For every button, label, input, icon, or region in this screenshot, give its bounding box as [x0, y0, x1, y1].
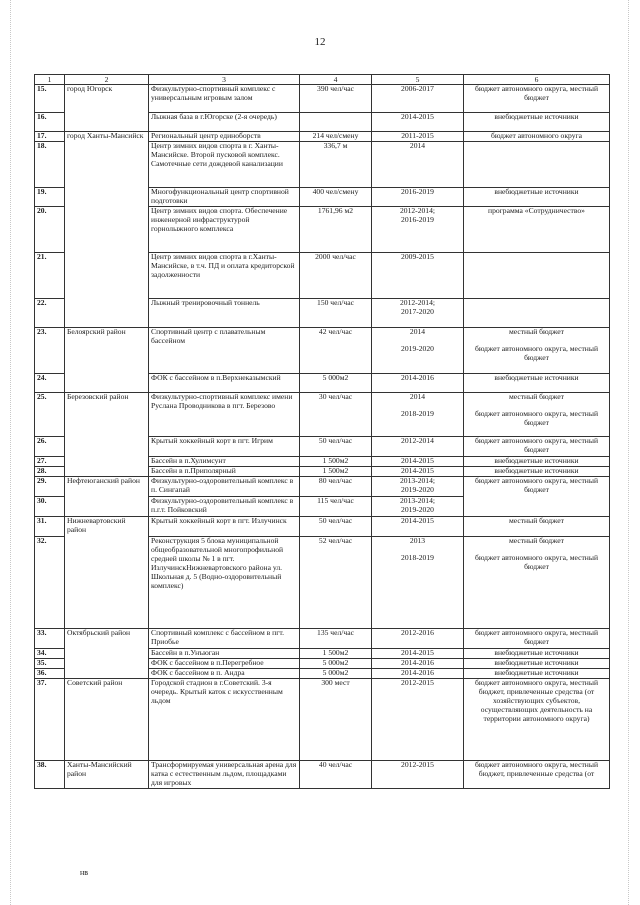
- table-row: [35, 328, 610, 374]
- municipality-cell: Советский район: [65, 679, 149, 761]
- facilities-table: [34, 74, 610, 789]
- capacity-cell: 390 чел/час: [300, 85, 372, 113]
- period-cell: 2014-2015: [372, 517, 464, 537]
- row-number: 21.: [35, 253, 65, 299]
- header-row: [35, 75, 610, 85]
- period-cell: 2013 2018-2019: [372, 537, 464, 629]
- municipality-cell: Октябрьский район: [65, 629, 149, 679]
- capacity-cell: 115 чел/час: [300, 497, 372, 517]
- period-cell: 2014-2015: [372, 113, 464, 132]
- period-cell: 2014-2015: [372, 649, 464, 659]
- capacity-cell: 52 чел/час: [300, 537, 372, 629]
- source-cell: внебюджетные источники: [464, 113, 610, 132]
- capacity-cell: 80 чел/час: [300, 477, 372, 497]
- capacity-cell: 135 чел/час: [300, 629, 372, 649]
- table-row: [35, 393, 610, 437]
- table-row: [35, 629, 610, 649]
- source-cell: местный бюджет: [464, 517, 610, 537]
- object-cell: ФОК с бассейном в п. Андра: [149, 669, 300, 679]
- table-row: [35, 132, 610, 142]
- source-cell: [464, 253, 610, 299]
- period-cell: 2012-2015: [372, 679, 464, 761]
- capacity-cell: 1761,96 м2: [300, 207, 372, 253]
- period-cell: 2013-2014; 2019-2020: [372, 477, 464, 497]
- object-cell: Трансформируемая универсальная арена для катка с естественным льдом, площадками для игровых: [149, 761, 300, 789]
- page-number: 12: [314, 36, 326, 48]
- row-number: 27.: [35, 457, 65, 467]
- capacity-cell: 40 чел/час: [300, 761, 372, 789]
- source-cell: бюджет автономного округа, местный бюджет, привлеченные средства (от: [464, 761, 610, 789]
- row-number: 35.: [35, 659, 65, 669]
- municipality-cell: город Ханты-Мансийск: [65, 132, 149, 328]
- object-cell: Центр зимних видов спорта в г. Ханты-Мансийске. Второй пусковой комплекс. Самотечные сети дождевой канализации: [149, 142, 300, 188]
- object-cell: Спортивный комплекс с бассейном в пгт. Приобье: [149, 629, 300, 649]
- object-cell: Центр зимних видов спорта. Обеспечение инженерной инфраструктурой горнолыжного комплекса: [149, 207, 300, 253]
- col-header-4: 4: [300, 75, 372, 85]
- table-row: [35, 761, 610, 789]
- object-cell: Физкультурно-оздоровительный комплекс в п.г.т. Пойковский: [149, 497, 300, 517]
- object-cell: Спортивный центр с плавательным бассейном: [149, 328, 300, 374]
- row-number: 22.: [35, 299, 65, 328]
- object-cell: Физкультурно-спортивный комплекс имени Руслана Проводникова в пгт. Березово: [149, 393, 300, 437]
- table-row: [35, 517, 610, 537]
- capacity-cell: 1 500м2: [300, 467, 372, 477]
- source-cell: [464, 142, 610, 188]
- object-cell: Физкультурно-оздоровительный комплекс в п. Сингапай: [149, 477, 300, 497]
- period-cell: 2009-2015: [372, 253, 464, 299]
- period-cell: 2012-2016: [372, 629, 464, 649]
- row-number: 25.: [35, 393, 65, 437]
- table-row: [35, 477, 610, 497]
- capacity-cell: 300 мест: [300, 679, 372, 761]
- period-cell: 2014: [372, 142, 464, 188]
- period-cell: 2016-2019: [372, 188, 464, 207]
- source-cell: внебюджетные источники: [464, 374, 610, 393]
- source-cell: внебюджетные источники: [464, 669, 610, 679]
- capacity-cell: [300, 113, 372, 132]
- row-number: 19.: [35, 188, 65, 207]
- municipality-cell: Ханты-Мансийский район: [65, 761, 149, 789]
- object-cell: Реконструкция 5 блока муниципальной общеобразовательной многопрофильной средней школы № 1 в пгт. ИзлучинскНижневартовского района ул. Школьная д. 5 (Водно-оздоровительный комплекс): [149, 537, 300, 629]
- source-cell: внебюджетные источники: [464, 659, 610, 669]
- row-number: 32.: [35, 537, 65, 629]
- source-cell: внебюджетные источники: [464, 649, 610, 659]
- capacity-cell: 30 чел/час: [300, 393, 372, 437]
- period-cell: 2014-2015: [372, 457, 464, 467]
- row-number: 16.: [35, 113, 65, 132]
- row-number: 30.: [35, 497, 65, 517]
- object-cell: Многофункциональный центр спортивной подготовки: [149, 188, 300, 207]
- col-header-6: 6: [464, 75, 610, 85]
- row-number: 36.: [35, 669, 65, 679]
- source-cell: программа «Сотрудничество»: [464, 207, 610, 253]
- capacity-cell: 2000 чел/час: [300, 253, 372, 299]
- capacity-cell: 214 чел/смену: [300, 132, 372, 142]
- municipality-cell: Нижневартовский район: [65, 517, 149, 629]
- scan-edge-left: [10, 0, 11, 905]
- row-number: 38.: [35, 761, 65, 789]
- object-cell: Городской стадион в г.Советский. 3-я очередь. Крытый каток с искусственным льдом: [149, 679, 300, 761]
- source-cell: бюджет автономного округа, местный бюджет, привлеченные средства (от хозяйствующих субъектов, осуществляющих деятельность на территории автономного округа): [464, 679, 610, 761]
- municipality-cell: город Югорск: [65, 85, 149, 132]
- capacity-cell: 400 чел/смену: [300, 188, 372, 207]
- col-header-5: 5: [372, 75, 464, 85]
- period-cell: 2012-2014: [372, 437, 464, 457]
- col-header-3: 3: [149, 75, 300, 85]
- capacity-cell: 5 000м2: [300, 659, 372, 669]
- object-cell: Бассейн в п.Унъюган: [149, 649, 300, 659]
- source-cell: бюджет автономного округа, местный бюджет: [464, 477, 610, 517]
- source-cell: внебюджетные источники: [464, 457, 610, 467]
- period-cell: 2014-2015: [372, 467, 464, 477]
- object-cell: Центр зимних видов спорта в г.Ханты-Мансийске, в т.ч. ПД и оплата кредиторской задолженности: [149, 253, 300, 299]
- object-cell: Лыжный тренировочный тоннель: [149, 299, 300, 328]
- period-cell: 2011-2015: [372, 132, 464, 142]
- period-cell: 2012-2014; 2017-2020: [372, 299, 464, 328]
- object-cell: ФОК с бассейном в п.Верхнеказымский: [149, 374, 300, 393]
- period-cell: 2014-2016: [372, 659, 464, 669]
- table-row: [35, 85, 610, 113]
- period-cell: 2014-2016: [372, 374, 464, 393]
- row-number: 33.: [35, 629, 65, 649]
- capacity-cell: 150 чел/час: [300, 299, 372, 328]
- object-cell: Крытый хоккейный корт в пгт. Излучинск: [149, 517, 300, 537]
- row-number: 37.: [35, 679, 65, 761]
- row-number: 31.: [35, 517, 65, 537]
- col-header-1: 1: [35, 75, 65, 85]
- object-cell: Бассейн в п.Приполярный: [149, 467, 300, 477]
- capacity-cell: 50 чел/час: [300, 437, 372, 457]
- municipality-cell: Нефтеюганский район: [65, 477, 149, 517]
- object-cell: Региональный центр единоборств: [149, 132, 300, 142]
- municipality-cell: Березовский район: [65, 393, 149, 477]
- capacity-cell: 50 чел/час: [300, 517, 372, 537]
- capacity-cell: 42 чел/час: [300, 328, 372, 374]
- municipality-cell: Белоярский район: [65, 328, 149, 393]
- source-cell: местный бюджет бюджет автономного округа, местный бюджет: [464, 328, 610, 374]
- object-cell: Бассейн в п.Хулимсунт: [149, 457, 300, 467]
- row-number: 24.: [35, 374, 65, 393]
- row-number: 29.: [35, 477, 65, 497]
- table-row: [35, 679, 610, 761]
- period-cell: 2012-2015: [372, 761, 464, 789]
- source-cell: бюджет автономного округа, местный бюджет: [464, 85, 610, 113]
- object-cell: Физкультурно-спортивный комплекс с универсальным игровым залом: [149, 85, 300, 113]
- object-cell: Лыжная база в г.Югорске (2-я очередь): [149, 113, 300, 132]
- row-number: 15.: [35, 85, 65, 113]
- capacity-cell: 336,7 м: [300, 142, 372, 188]
- source-cell: [464, 299, 610, 328]
- period-cell: 2014 2019-2020: [372, 328, 464, 374]
- period-cell: 2014 2018-2019: [372, 393, 464, 437]
- period-cell: 2014-2016: [372, 669, 464, 679]
- row-number: 28.: [35, 467, 65, 477]
- period-cell: 2012-2014; 2016-2019: [372, 207, 464, 253]
- row-number: 18.: [35, 142, 65, 188]
- row-number: 23.: [35, 328, 65, 374]
- capacity-cell: 1 500м2: [300, 649, 372, 659]
- capacity-cell: 5 000м2: [300, 669, 372, 679]
- source-cell: бюджет автономного округа, местный бюджет: [464, 629, 610, 649]
- source-cell: бюджет автономного округа, местный бюджет: [464, 437, 610, 457]
- row-number: 20.: [35, 207, 65, 253]
- source-cell: местный бюджет бюджет автономного округа, местный бюджет: [464, 537, 610, 629]
- col-header-2: 2: [65, 75, 149, 85]
- period-cell: 2006-2017: [372, 85, 464, 113]
- row-number: 34.: [35, 649, 65, 659]
- source-cell: местный бюджет бюджет автономного округа, местный бюджет: [464, 393, 610, 437]
- footer-initials: нв: [80, 868, 89, 877]
- source-cell: внебюджетные источники: [464, 467, 610, 477]
- row-number: 17.: [35, 132, 65, 142]
- period-cell: 2013-2014; 2019-2020: [372, 497, 464, 517]
- capacity-cell: 1 500м2: [300, 457, 372, 467]
- source-cell: бюджет автономного округа: [464, 132, 610, 142]
- source-cell: внебюджетные источники: [464, 188, 610, 207]
- scan-edge-right: [628, 0, 629, 905]
- object-cell: Крытый хоккейный корт в пгт. Игрим: [149, 437, 300, 457]
- object-cell: ФОК с бассейном в п.Перегребное: [149, 659, 300, 669]
- row-number: 26.: [35, 437, 65, 457]
- capacity-cell: 5 000м2: [300, 374, 372, 393]
